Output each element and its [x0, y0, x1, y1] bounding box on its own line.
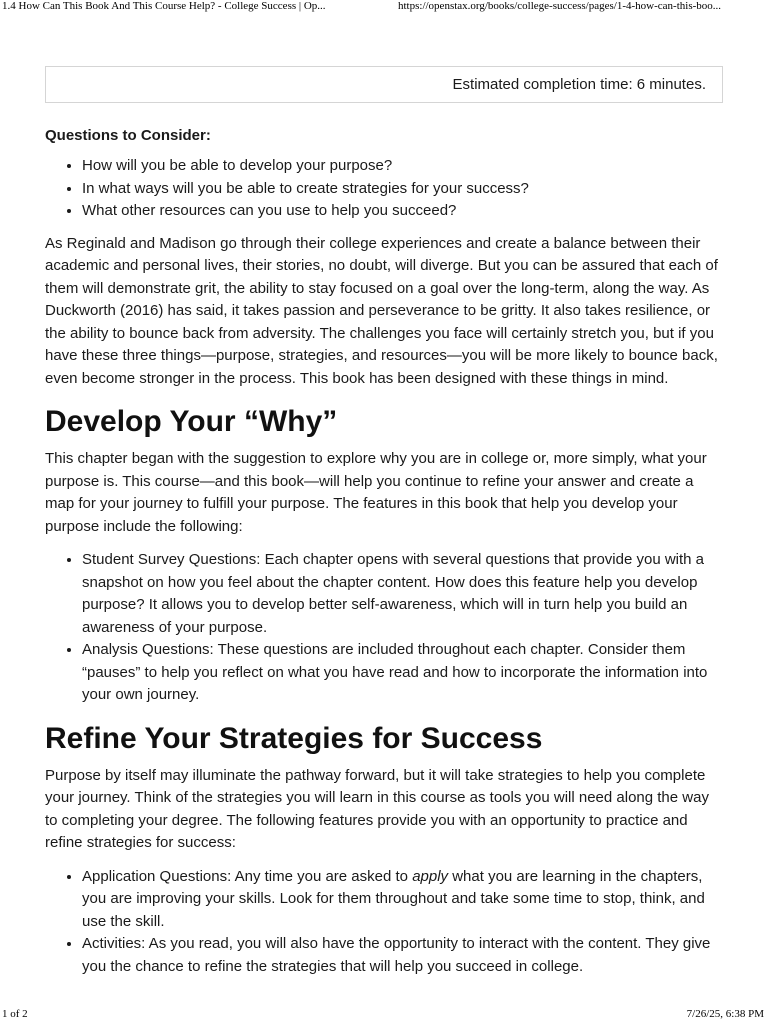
section-heading-why: Develop Your “Why”: [45, 405, 338, 438]
article-content: [45, 66, 723, 978]
feature-item-text: what you are learning in the chapters, you are improving your skills. Look for them throughout and take some time to stop, think, and use the skill.: [82, 867, 705, 930]
section-strategies-paragraph: Purpose by itself may illuminate the pathway forward, but it will take strategies to help you complete your journey. Think of the strategies you will learn in this course as tools you will need along the way to completing your degree. The following features provide you with an opportunity to practice and refine strategies for success:: [45, 766, 709, 851]
strategies-features-list: [45, 866, 723, 979]
question-item: • What other resources can you use to help you succeed?: [82, 200, 723, 223]
section-why-paragraph: This chapter began with the suggestion to explore why you are in college or, more simply, what your purpose is. This course—and this book—will help you continue to refine your answer and create a map for your journey to fulfill your purpose. The features in this book that help you develop your purpose include the following:: [45, 450, 707, 535]
print-footer: [0, 1008, 768, 1024]
feature-item: [82, 866, 723, 934]
completion-time-text: Estimated completion time: 6 minutes.: [452, 76, 706, 93]
questions-list: [45, 155, 723, 223]
intro-paragraph: As Reginald and Madison go through their college experiences and create a balance between their academic and personal lives, their stories, no doubt, will diverge. But you can be assured that each of them will demonstrate grit, the ability to stay focused on a goal over the long-term, along the way. As Duckworth (2016) has said, it takes passion and perseverance to be gritty. It also takes resilience, or the ability to bounce back from adversity. The challenges you face will certainly stretch you, but if you have these three things—purpose, strategies, and resources—you will be more likely to bounce back, even become stronger in the process. This book has been designed with these things in mind.: [45, 234, 718, 387]
question-item: • In what ways will you be able to create strategies for your success?: [82, 178, 723, 201]
questions-heading: Questions to Consider:: [45, 127, 211, 144]
print-header: [0, 0, 768, 14]
print-footer-page: 1 of 2: [2, 1008, 28, 1020]
print-footer-datetime: 7/26/25, 6:38 PM: [686, 1008, 764, 1020]
feature-item: • Analysis Questions: These questions are included throughout each chapter. Consider them “pauses” to help you reflect on what you have read and how to incorporate the information into your own journey.: [82, 639, 723, 707]
feature-item: • Activities: As you read, you will also have the opportunity to interact with the content. They give you the chance to refine the strategies that will help you succeed in college.: [82, 933, 723, 978]
feature-item-text: Application Questions: Any time you are asked to: [82, 867, 413, 885]
why-features-list: [45, 549, 723, 707]
print-header-url: https://openstax.org/books/college-success/pages/1-4-how-can-this-boo...: [398, 0, 722, 12]
completion-time-box: [45, 66, 723, 103]
feature-item: • Student Survey Questions: Each chapter opens with several questions that provide you with a snapshot on how you feel about the chapter content. How does this feature help you develop purpose? It allows you to develop better self-awareness, which will in turn help you build an awareness of your purpose.: [82, 549, 723, 639]
print-header-title: 1.4 How Can This Book And This Course Help? - College Success | Op...: [2, 0, 326, 12]
feature-item-emphasis: apply: [412, 867, 449, 885]
section-heading-strategies: Refine Your Strategies for Success: [45, 721, 543, 755]
question-item: • How will you be able to develop your purpose?: [82, 155, 723, 178]
